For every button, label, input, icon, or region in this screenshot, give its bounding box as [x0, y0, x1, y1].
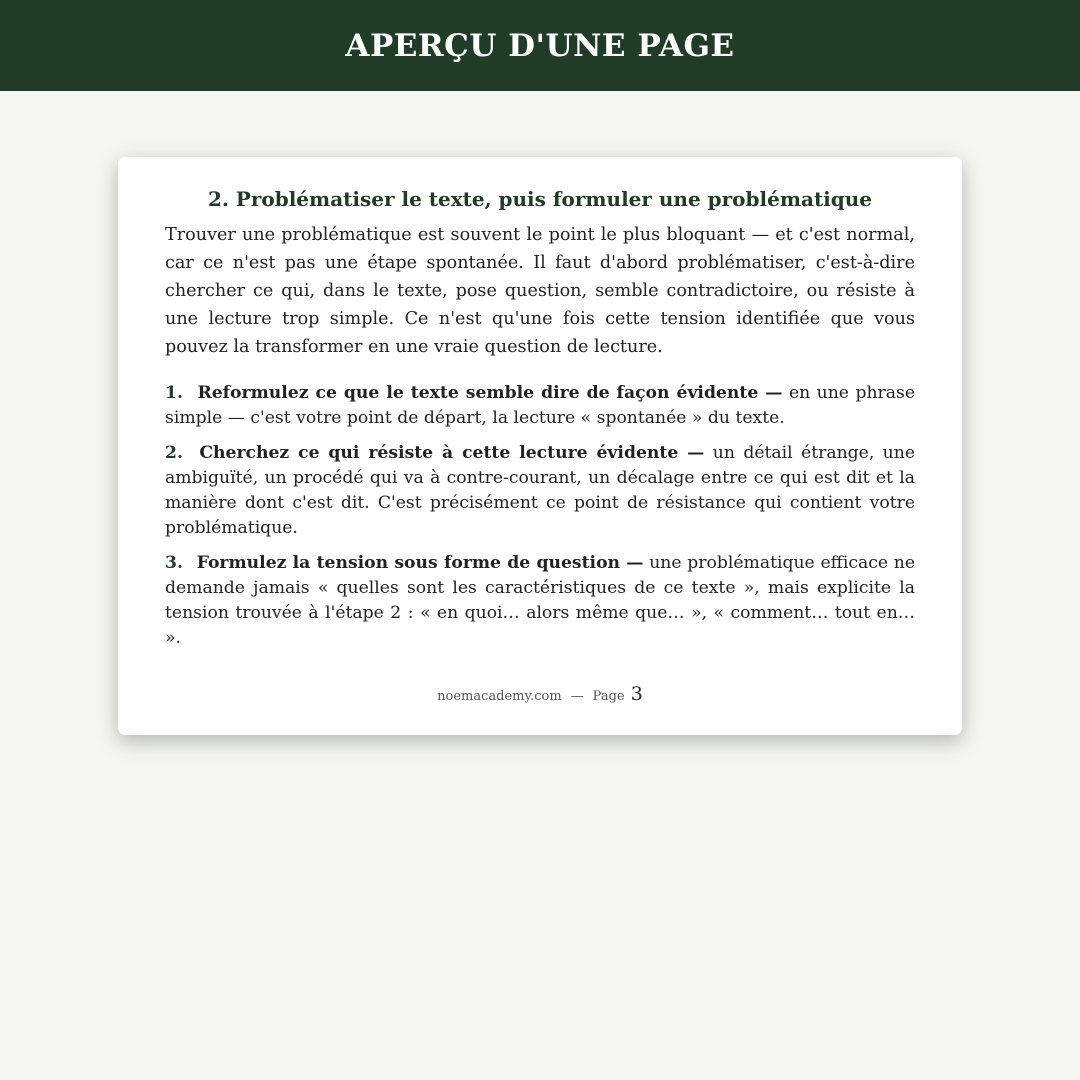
step-number: 1.	[165, 383, 183, 403]
step-text: une problématique efficace ne demande jamais « quelles sont les caractéristiques de ce texte », mais explicite la tension trouvée à l'étape 2 : « en quoi… alors même que… », « comment… tout en… ».	[165, 553, 915, 648]
steps-list	[165, 381, 915, 651]
step-item	[165, 551, 915, 651]
step-item	[165, 381, 915, 431]
page-footer	[118, 683, 962, 705]
step-lead: Formulez la tension sous forme de question —	[196, 553, 644, 573]
step-lead: Cherchez ce qui résiste à cette lecture évidente —	[199, 443, 705, 463]
section-title: 2. Problématiser le texte, puis formuler une problématique	[207, 187, 873, 211]
footer-page-label: Page	[592, 689, 625, 704]
step-item	[165, 441, 915, 541]
step-text: en une phrase simple — c'est votre point de départ, la lecture « spontanée » du texte.	[165, 383, 915, 428]
intro-paragraph: Trouver une problématique est souvent le point le plus bloquant — et c'est normal, car ce n'est pas une étape spontanée. Il faut d'abord problématiser, c'est-à-dire chercher ce qui, dans le texte, pose question, semble contradictoire, ou résiste à une lecture trop simple. Ce n'est qu'une fois cette tension identifiée que vous pouvez la transformer en une vraie question de lecture.	[165, 225, 915, 357]
banner-title: APERÇU D'UNE PAGE	[345, 27, 735, 64]
page-number: 3	[630, 683, 643, 705]
step-number: 3.	[165, 553, 183, 573]
footer-site: noemacademy.com	[437, 689, 562, 704]
step-lead: Reformulez ce que le texte semble dire de façon évidente —	[197, 383, 783, 403]
step-number: 2.	[165, 443, 183, 463]
document-page	[118, 157, 962, 735]
step-text: un détail étrange, une ambiguïté, un procédé qui va à contre-courant, un décalage entre ce qui est dit et la manière dont c'est dit. C'est précisément ce point de résistance qui contient votre problématique.	[165, 443, 915, 538]
top-banner	[0, 0, 1080, 91]
footer-separator: —	[570, 689, 584, 704]
